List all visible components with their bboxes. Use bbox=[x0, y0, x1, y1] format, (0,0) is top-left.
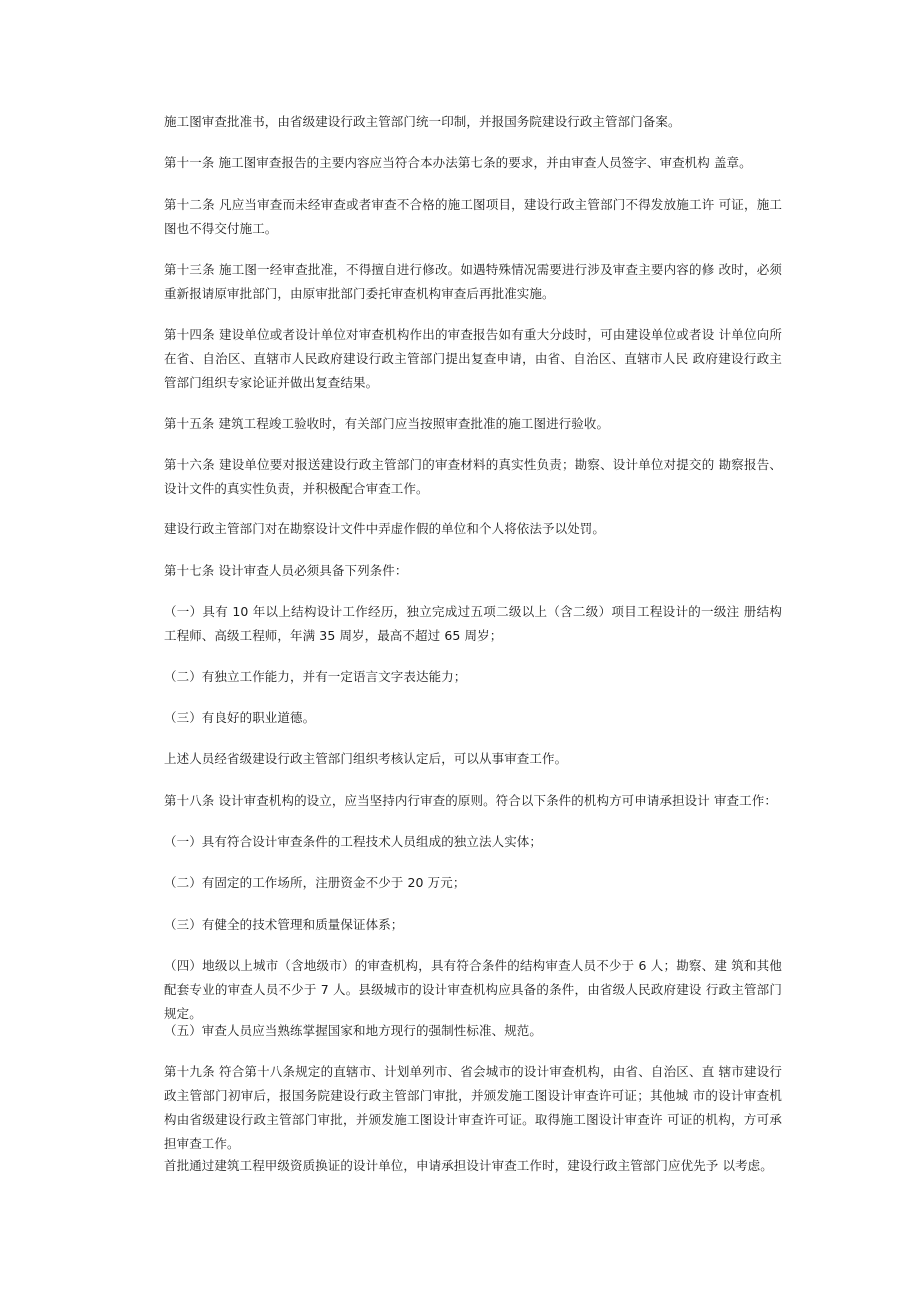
paragraph: 首批通过建筑工程甲级资质换证的设计单位，申请承担设计审查工作时，建设行政主管部门应优先予 以考虑。 bbox=[164, 1158, 773, 1173]
paragraph-article-15: 第十五条 建筑工程竣工验收时，有关部门应当按照审查批准的施工图进行验收。 bbox=[164, 416, 610, 431]
paragraph-article-18: 第十八条 设计审查机构的设立，应当坚持内行审查的原则。符合以下条件的机构方可申请承担设计 审查工作： bbox=[164, 793, 777, 808]
list-item: （三）有良好的职业道德。 bbox=[164, 710, 316, 725]
paragraph-article-17: 第十七条 设计审查人员必须具备下列条件： bbox=[164, 563, 408, 578]
paragraph: 上述人员经省级建设行政主管部门组织考核认定后，可以从事审查工作。 bbox=[164, 751, 568, 766]
paragraph-article-14: 第十四条 建设单位或者设计单位对审查机构作出的审查报告如有重大分歧时，可由建设单位或者设 计单位向所在省、自治区、直辖市人民政府建设行政主管部门提出复查申请，由省、自治区、直辖市人民 政府建设行政主管部门组织专家论证并做出复查结果。 bbox=[164, 327, 782, 390]
list-item: （三）有健全的技术管理和质量保证体系； bbox=[164, 917, 404, 932]
paragraph: 建设行政主管部门对在勘察设计文件中弄虚作假的单位和个人将依法予以处罚。 bbox=[164, 521, 606, 536]
paragraph-article-16: 第十六条 建设单位要对报送建设行政主管部门的审查材料的真实性负责；勘察、设计单位对提交的 勘察报告、设计文件的真实性负责，并积极配合审查工作。 bbox=[164, 457, 782, 496]
paragraph: 施工图审查批准书，由省级建设行政主管部门统一印制，并报国务院建设行政主管部门备案。 bbox=[164, 114, 681, 129]
paragraph-article-13: 第十三条 施工图一经审查批准，不得擅自进行修改。如遇特殊情况需要进行涉及审查主要内容的修 改时，必须重新报请原审批部门，由原审批部门委托审查机构审查后再批准实施。 bbox=[164, 262, 782, 301]
list-item: （四）地级以上城市（含地级市）的审查机构，具有符合条件的结构审查人员不少于 6 人；勘察、建 筑和其他配套专业的审查人员不少于 7 人。县级城市的设计审查机构应具备的条件，由省级人民政府建设 行政主管部门规定。 bbox=[164, 958, 782, 1021]
paragraph-article-19: 第十九条 符合第十八条规定的直辖市、计划单列市、省会城市的设计审查机构，由省、自治区、直 辖市建设行政主管部门初审后，报国务院建设行政主管部门审批，并颁发施工图设计审查许可证；其他城 市的设计审查机构由省级建设行政主管部门审批，并颁发施工图设计审查许可证。取得施工图设计审查许 可证的机构，方可承担审查工作。 bbox=[164, 1064, 782, 1151]
paragraph-article-12: 第十二条 凡应当审查而未经审查或者审查不合格的施工图项目，建设行政主管部门不得发放施工许 可证，施工图也不得交付施工。 bbox=[164, 197, 782, 236]
list-item: （五）审查人员应当熟练掌握国家和地方现行的强制性标准、规范。 bbox=[164, 1023, 543, 1038]
list-item: （一）具有 10 年以上结构设计工作经历，独立完成过五项二级以上（含二级）项目工程设计的一级注 册结构工程师、高级工程师，年满 35 周岁，最高不超过 65 周岁； bbox=[164, 604, 782, 643]
list-item: （二）有独立工作能力，并有一定语言文字表达能力； bbox=[164, 669, 467, 684]
list-item: （二）有固定的工作场所，注册资金不少于 20 万元； bbox=[164, 875, 466, 890]
list-item: （一）具有符合设计审查条件的工程技术人员组成的独立法人实体； bbox=[164, 834, 543, 849]
paragraph-article-11: 第十一条 施工图审查报告的主要内容应当符合本办法第七条的要求，并由审查人员签字、审查机构 盖章。 bbox=[164, 155, 752, 170]
